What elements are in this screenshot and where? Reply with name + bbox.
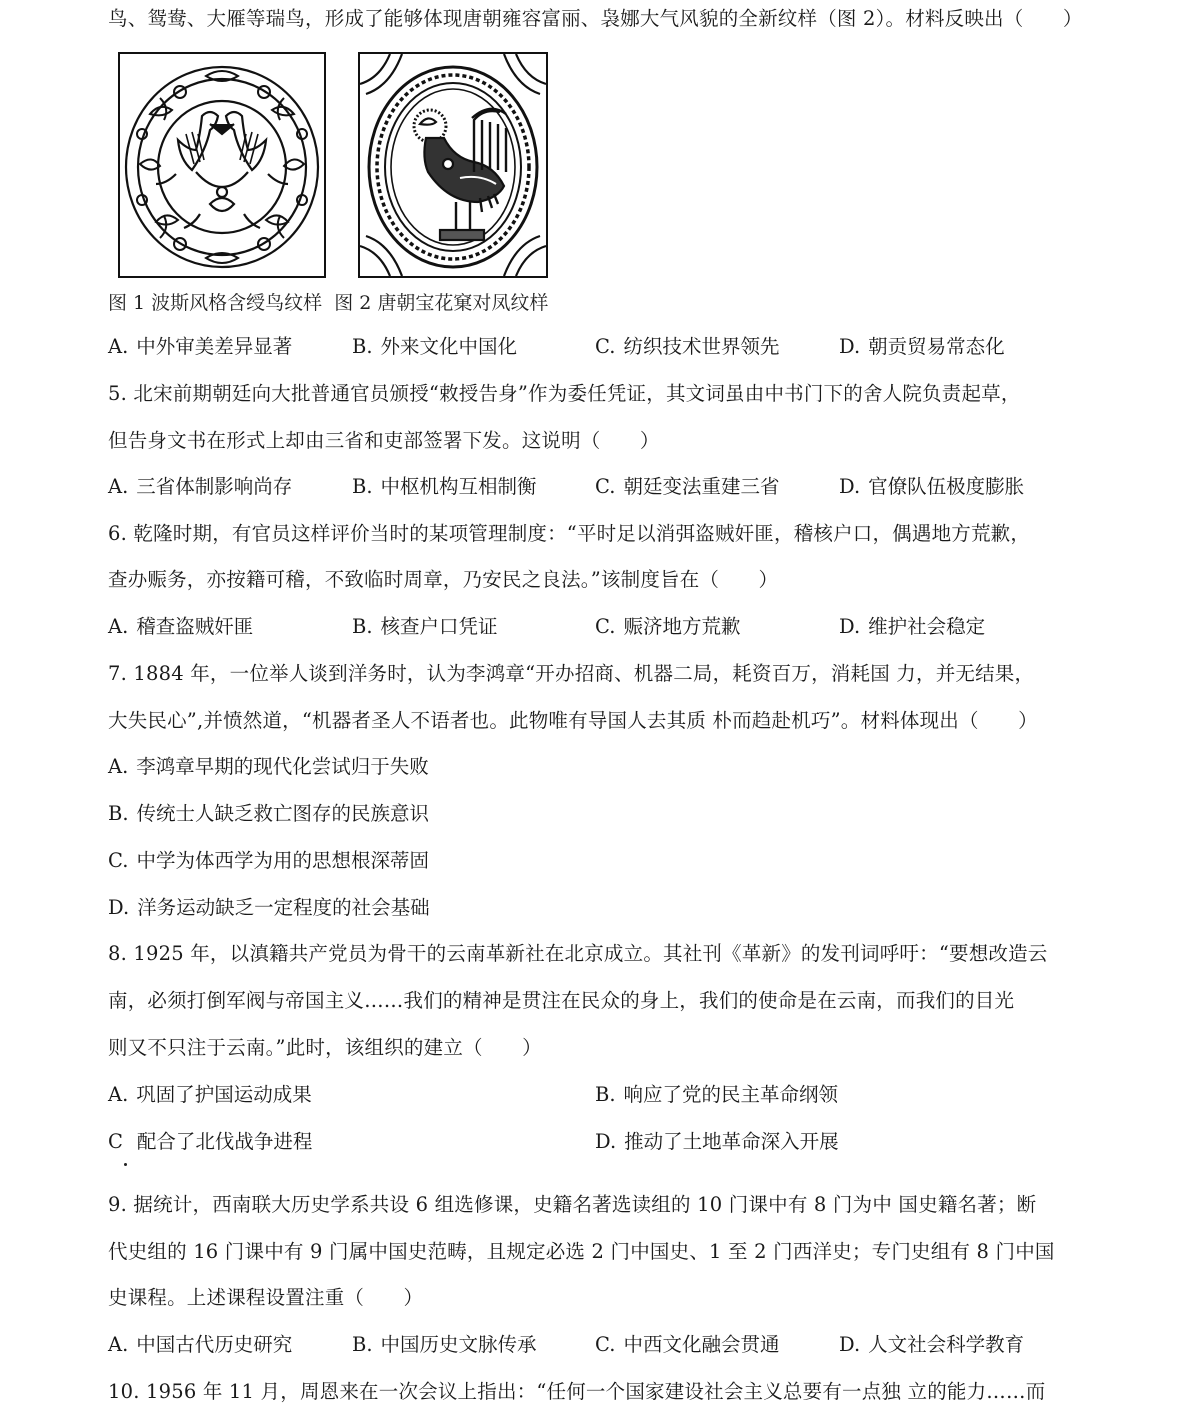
option-text: 人文社会科学教育 xyxy=(868,1333,1025,1356)
q6-option-c[interactable] xyxy=(595,614,740,640)
q5-option-d[interactable] xyxy=(839,474,1024,500)
q4-stem: 鸟、鸳鸯、大雁等瑞鸟，形成了能够体现唐朝雍容富丽、袅娜大气风貌的全新纹样（图 2）。材料反映出（ ） xyxy=(108,7,1083,30)
q5-stem-line1: 5. 北宋前期朝廷向大批普通官员颁授“敕授告身”作为委任凭证，其文词虽由中书门下的舍人院负责起草， xyxy=(108,382,1021,405)
option-text: 稽查盗贼奸匪 xyxy=(136,615,254,638)
q6-option-b[interactable] xyxy=(352,614,498,640)
option-label: C. xyxy=(595,1333,616,1356)
q10-stem-line1: 10. 1956 年 11 月，周恩来在一次会议上指出：“任何一个国家建设社会主义总要有一点独 立的能力……而 xyxy=(108,1380,1046,1403)
q7-stem-line1: 7. 1884 年，一位举人谈到洋务时，认为李鸿章“开办招商、机器二局，耗资百万，消耗国 力，并无结果， xyxy=(108,662,1035,685)
q5-option-a[interactable] xyxy=(108,474,292,500)
option-label: D. xyxy=(595,1130,617,1153)
option-text: 洋务运动缺乏一定程度的社会基础 xyxy=(137,896,430,919)
q4-option-c[interactable] xyxy=(595,334,779,360)
option-text: 传统士人缺乏救亡图存的民族意识 xyxy=(136,802,430,825)
q9-option-d[interactable] xyxy=(839,1332,1024,1358)
q9-option-b[interactable] xyxy=(352,1332,537,1358)
option-label: B. xyxy=(352,1333,373,1356)
option-label: C xyxy=(108,1130,123,1153)
q7-option-d[interactable] xyxy=(108,895,430,921)
q8-stem-line3: 则又不只注于云南。”此时，该组织的建立（ ） xyxy=(108,1036,542,1059)
option-label: C. xyxy=(595,615,616,638)
option-label: B. xyxy=(352,475,373,498)
option-label: A. xyxy=(108,475,129,498)
option-text: 朝贡贸易常态化 xyxy=(868,335,1005,358)
option-text: 官僚队伍极度膨胀 xyxy=(868,475,1025,498)
q7-option-a[interactable] xyxy=(108,754,429,780)
option-text: 维护社会稳定 xyxy=(868,615,986,638)
option-label: A. xyxy=(108,755,129,778)
option-text: 巩固了护国运动成果 xyxy=(136,1083,312,1106)
option-label: B. xyxy=(108,802,129,825)
q8-stem-line1: 8. 1925 年，以滇籍共产党员为骨干的云南革新社在北京成立。其社刊《革新》的发刊词呼吁：“要想改造云 xyxy=(108,942,1048,965)
q9-stem-line3: 史课程。上述课程设置注重（ ） xyxy=(108,1286,424,1309)
option-text: 配合了北伐战争进程 xyxy=(136,1130,313,1153)
q7-stem-line2: 大失民心”,并愤然道，“机器者圣人不语者也。此物唯有导国人去其质 朴而趋赴机巧”。材料体现出（ ） xyxy=(108,709,1038,732)
option-label: A. xyxy=(108,335,129,358)
persian-bird-pattern-icon xyxy=(120,54,324,276)
q6-stem-line2: 查办赈务，亦按籍可稽，不致临时周章，乃安民之良法。”该制度旨在（ ） xyxy=(108,568,779,591)
option-label: D. xyxy=(839,615,861,638)
option-label: B. xyxy=(352,615,373,638)
figure1-image xyxy=(118,52,326,278)
option-text: 中枢机构互相制衡 xyxy=(380,475,537,498)
option-text: 中国历史文脉传承 xyxy=(380,1333,537,1356)
option-text: 朝廷变法重建三省 xyxy=(623,475,780,498)
option-text: 中外审美差异显著 xyxy=(136,335,293,358)
option-text: 核查户口凭证 xyxy=(380,615,498,638)
q5-option-c[interactable] xyxy=(595,474,779,500)
q7-option-c[interactable] xyxy=(108,848,429,874)
option-text: 赈济地方荒歉 xyxy=(623,615,741,638)
option-text: 响应了党的民主革命纲领 xyxy=(623,1083,839,1106)
option-label: C. xyxy=(108,849,129,872)
q8-option-b[interactable] xyxy=(595,1082,838,1108)
q6-option-d[interactable] xyxy=(839,614,985,640)
q8-option-a[interactable] xyxy=(108,1082,312,1108)
option-label: C. xyxy=(595,335,616,358)
tang-phoenix-pattern-icon xyxy=(360,54,546,276)
stray-dot xyxy=(124,1163,127,1166)
option-text: 中国古代历史研究 xyxy=(136,1333,293,1356)
option-text: 推动了土地革命深入开展 xyxy=(624,1130,839,1153)
figure2-caption: 图 2 唐朝宝花窠对凤纹样 xyxy=(334,292,549,314)
option-label: B. xyxy=(352,335,373,358)
q9-option-c[interactable] xyxy=(595,1332,779,1358)
q8-option-d[interactable] xyxy=(595,1129,839,1155)
q8-option-c[interactable] xyxy=(108,1129,312,1155)
option-label: C. xyxy=(595,475,616,498)
figure1-caption: 图 1 波斯风格含绶鸟纹样 xyxy=(108,292,323,314)
option-label: A. xyxy=(108,1333,129,1356)
option-text: 中学为体西学为用的思想根深蒂固 xyxy=(136,849,429,872)
figure2-image xyxy=(358,52,548,278)
q8-stem-line2: 南，必须打倒军阀与帝国主义……我们的精神是贯注在民众的身上，我们的使命是在云南，而我们的目光 xyxy=(108,989,1015,1012)
option-label: A. xyxy=(108,615,129,638)
option-label: D. xyxy=(108,896,130,919)
q4-option-b[interactable] xyxy=(352,334,517,360)
q9-stem-line2: 代史组的 16 门课中有 9 门属中国史范畴，且规定必选 2 门中国史、1 至 2 门西洋史；专门史组有 8 门中国 xyxy=(108,1240,1055,1263)
option-text: 三省体制影响尚存 xyxy=(136,475,293,498)
q4-option-d[interactable] xyxy=(839,334,1005,360)
q9-option-a[interactable] xyxy=(108,1332,292,1358)
q6-stem-line1: 6. 乾隆时期，有官员这样评价当时的某项管理制度：“平时足以消弭盗贼奸匪，稽核户口，偶遇地方荒歉， xyxy=(108,522,1031,545)
option-text: 外来文化中国化 xyxy=(380,335,518,358)
q5-option-b[interactable] xyxy=(352,474,537,500)
q4-option-a[interactable] xyxy=(108,334,292,360)
figure-captions xyxy=(108,290,548,316)
option-label: D. xyxy=(839,335,861,358)
option-label: A. xyxy=(108,1083,129,1106)
q7-option-b[interactable] xyxy=(108,801,429,827)
q9-stem-line1: 9. 据统计，西南联大历史学系共设 6 组选修课，史籍名著选读组的 10 门课中有 8 门为中 国史籍名著；断 xyxy=(108,1193,1037,1216)
q5-stem-line2: 但告身文书在形式上却由三省和吏部签署下发。这说明（ ） xyxy=(108,429,660,452)
option-label: D. xyxy=(839,1333,861,1356)
option-text: 中西文化融会贯通 xyxy=(623,1333,780,1356)
option-label: B. xyxy=(595,1083,616,1106)
q6-option-a[interactable] xyxy=(108,614,253,640)
option-text: 李鸿章早期的现代化尝试归于失败 xyxy=(136,755,429,778)
option-text: 纺织技术世界领先 xyxy=(623,335,780,358)
option-label: D. xyxy=(839,475,861,498)
